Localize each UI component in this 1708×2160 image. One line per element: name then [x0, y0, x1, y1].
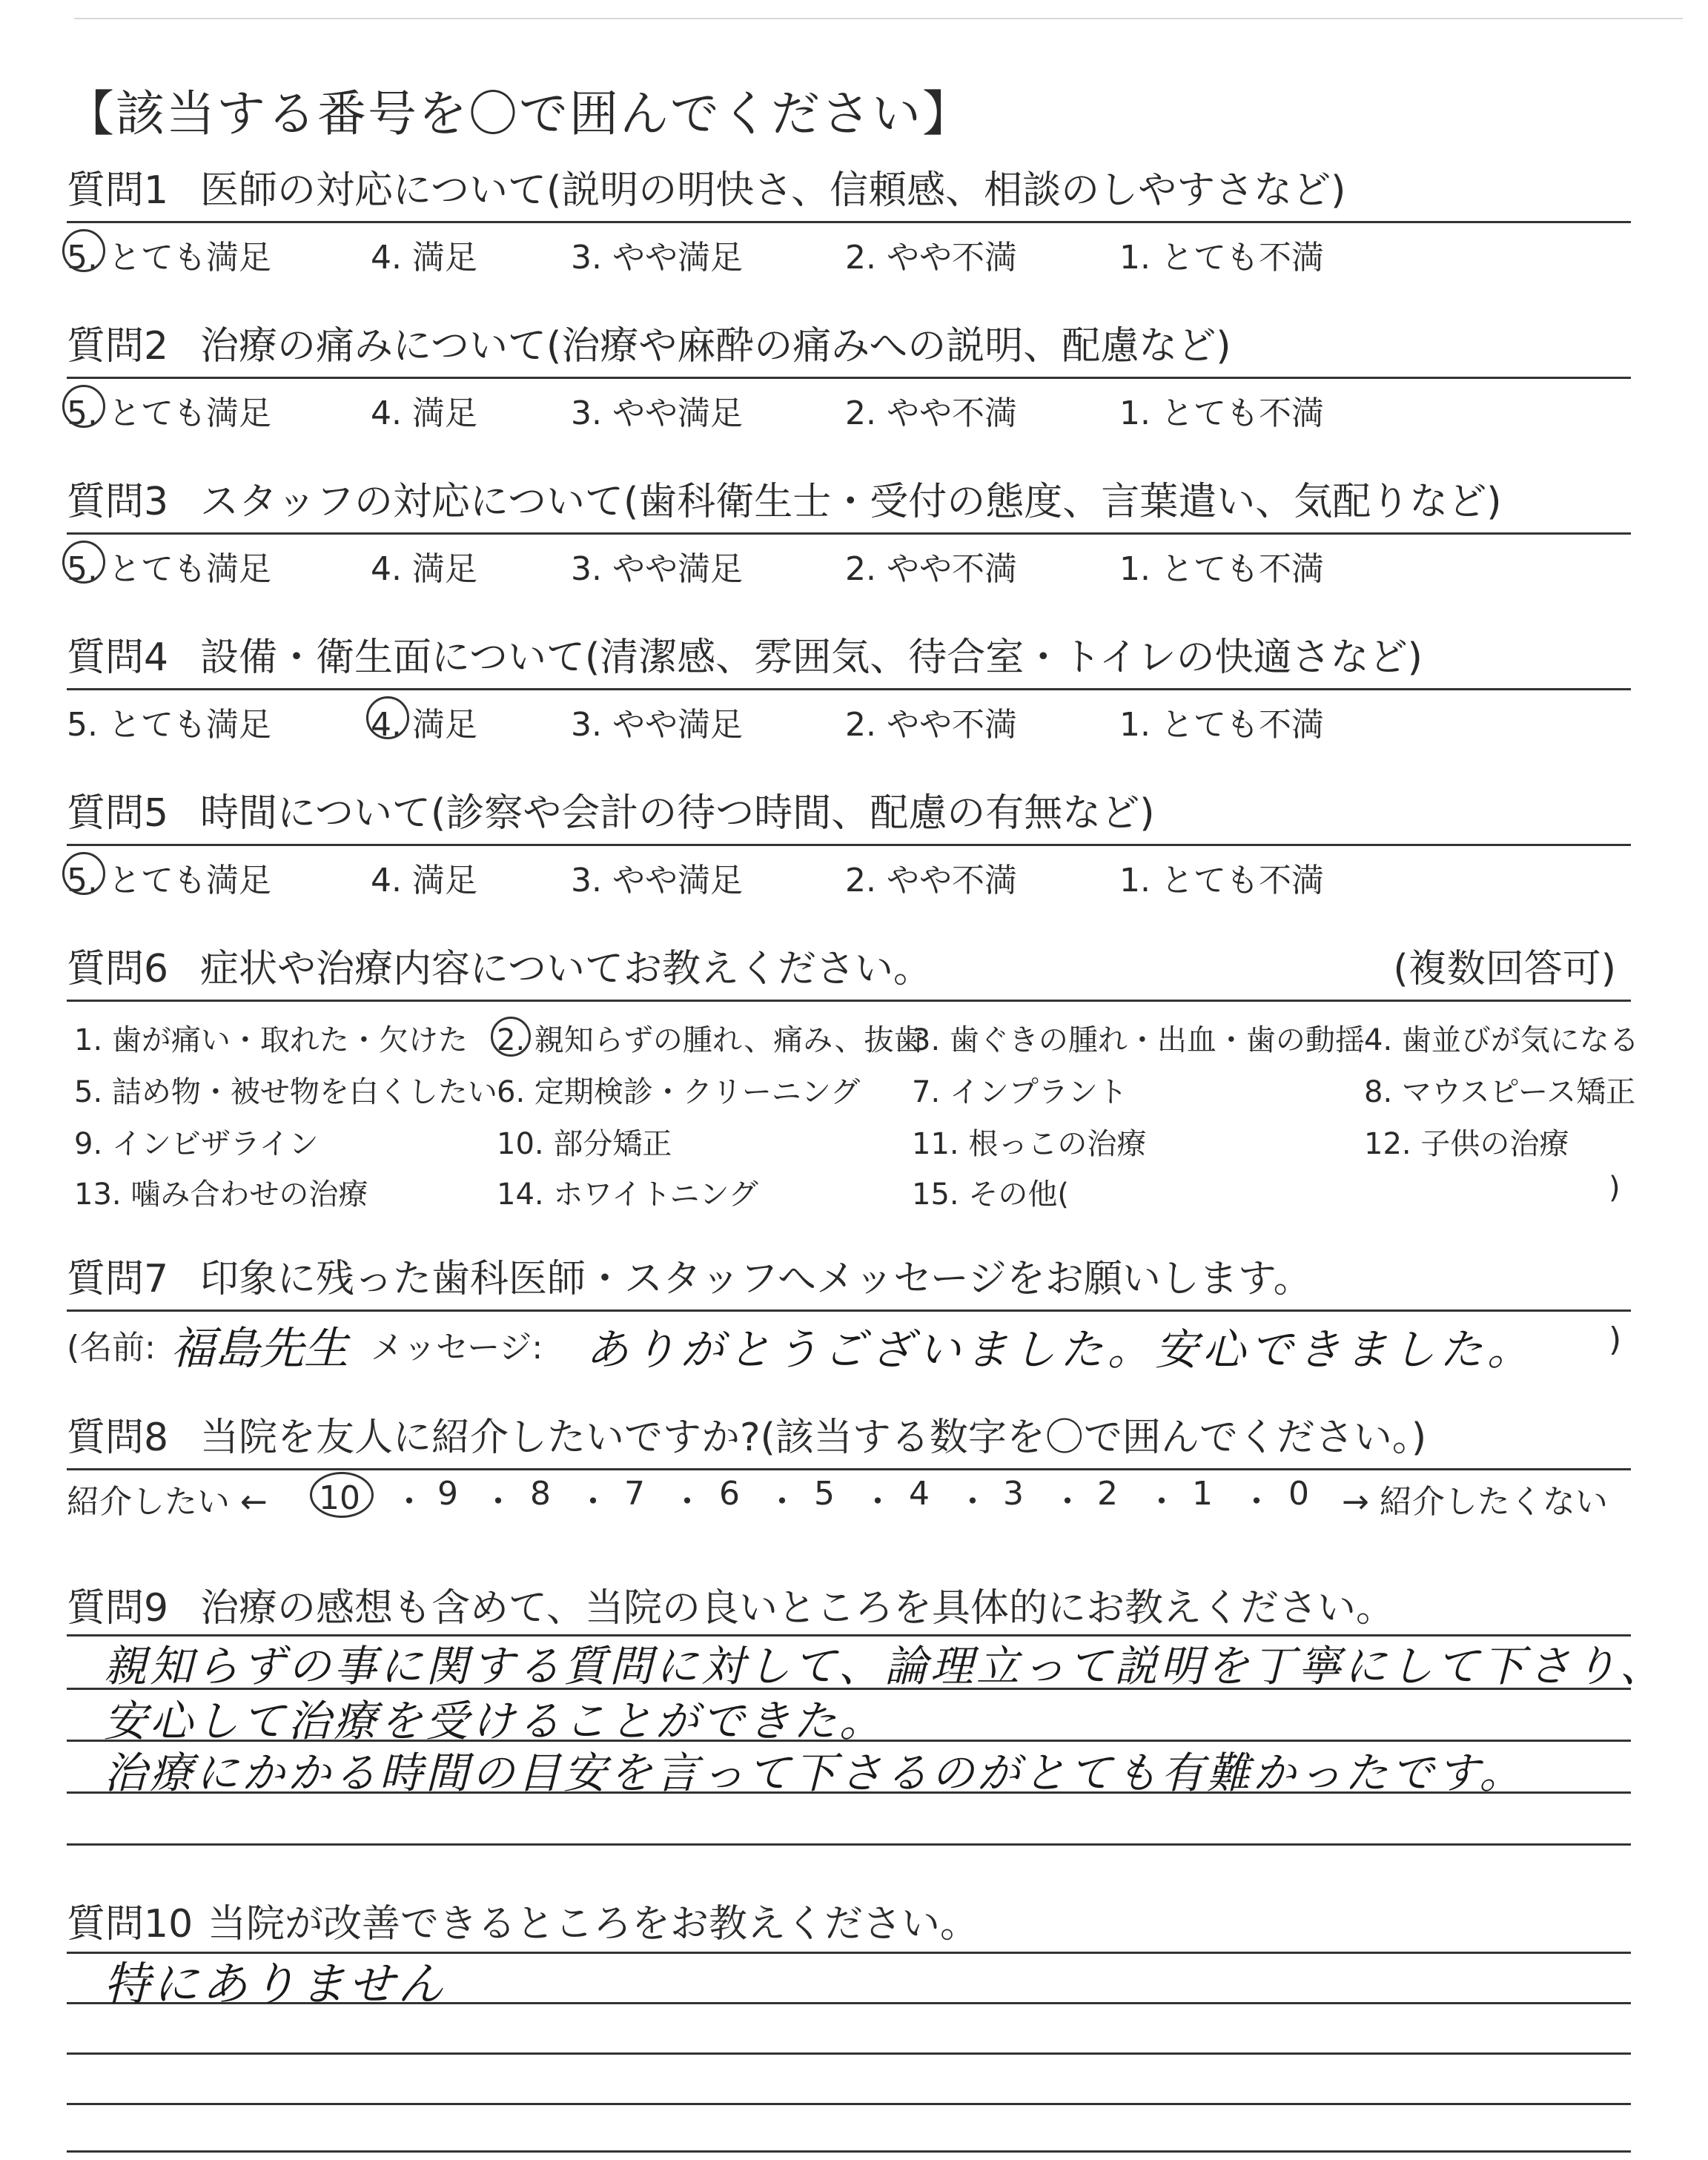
- symptom-option[interactable]: 7. インプラント: [912, 1075, 1128, 1109]
- option-4[interactable]: 4. 満足: [371, 862, 477, 899]
- option-4[interactable]: 4. 満足: [371, 394, 477, 432]
- option-4[interactable]: 4. 満足: [371, 698, 477, 745]
- message-close-paren: ): [1609, 1321, 1622, 1358]
- scale-dot: ・: [1051, 1483, 1084, 1521]
- scale-value[interactable]: 7: [624, 1475, 645, 1513]
- scale-dot: ・: [861, 1483, 894, 1521]
- question-text: 治療の感想も含めて、当院の良いところを具体的にお教えください。: [200, 1586, 1394, 1631]
- question-number: 質問8: [67, 1416, 169, 1460]
- option-3[interactable]: 3. やや満足: [571, 394, 743, 432]
- question-text: 時間について(診察や会計の待つ時間、配慮の有無など): [200, 791, 1155, 836]
- symptom-option[interactable]: 5. 詰め物・被せ物を白くしたい: [74, 1075, 497, 1109]
- symptom-option[interactable]: 10. 部分矯正: [497, 1127, 672, 1161]
- question-text: スタッフの対応について(歯科衛生士・受付の態度、言葉遣い、気配りなど): [200, 480, 1502, 524]
- question-text: 当院を友人に紹介したいですか?(該当する数字を〇で囲んでください。): [200, 1416, 1427, 1460]
- scale-value[interactable]: 8: [530, 1475, 551, 1513]
- scale-dot: ・: [577, 1483, 609, 1521]
- scale-value[interactable]: 3: [1003, 1475, 1024, 1513]
- rating-options: [67, 379, 1631, 431]
- option-3[interactable]: 3. やや満足: [571, 862, 743, 899]
- option-1[interactable]: 1. とても不満: [1119, 862, 1324, 899]
- answer-text-line: 治療にかかる時間の目安を言って下さるのがとても有難かったです。: [104, 1748, 1526, 1798]
- symptom-option[interactable]: 12. 子供の治療: [1364, 1127, 1569, 1161]
- q10-answer-area[interactable]: [67, 1952, 1631, 2152]
- rating-options: [67, 846, 1631, 898]
- scale-left-label: 紹介したい ←: [67, 1483, 268, 1521]
- option-1[interactable]: 1. とても不満: [1119, 550, 1324, 588]
- rating-options: [67, 535, 1631, 587]
- selected-circle: [62, 229, 105, 272]
- question-10: [67, 1898, 1631, 1950]
- question-text: 治療の痛みについて(治療や麻酔の痛みへの説明、配慮など): [200, 324, 1231, 369]
- question-number: 質問6: [67, 947, 169, 991]
- question-6: [67, 943, 1639, 1224]
- question-number: 質問3: [67, 480, 169, 524]
- selected-circle: [491, 1017, 531, 1057]
- symptom-option-other[interactable]: 15. その他(: [912, 1178, 1069, 1212]
- rating-options: [67, 223, 1631, 275]
- q9-answer-area[interactable]: [67, 1634, 1666, 1849]
- message-label: メッセージ:: [371, 1329, 543, 1367]
- multiple-answer-note: (複数回答可): [1393, 947, 1616, 991]
- question-7: [67, 1253, 1631, 1375]
- answer-text-line: 特にありません: [104, 1957, 447, 2011]
- option-2[interactable]: 2. やや不満: [845, 394, 1017, 432]
- option-1[interactable]: 1. とても不満: [1119, 239, 1324, 277]
- scale-right-label: → 紹介したくない: [1342, 1483, 1608, 1521]
- option-2[interactable]: 2. やや不満: [845, 862, 1017, 899]
- name-value[interactable]: 福島先生: [171, 1323, 348, 1375]
- question-text: 当院が改善できるところをお教えください。: [208, 1902, 979, 1946]
- page-title: 【該当する番号を〇で囲んでください】: [65, 85, 973, 142]
- question-number: 質問4: [67, 635, 169, 680]
- selected-circle: [62, 541, 105, 584]
- question-text: 症状や治療内容についてお教えください。: [200, 947, 932, 991]
- symptom-option[interactable]: 14. ホワイトニング: [497, 1178, 758, 1212]
- answer-line: [67, 2052, 1631, 2055]
- option-4[interactable]: 4. 満足: [371, 550, 477, 588]
- question-3: [67, 476, 1631, 587]
- question-5: [67, 787, 1631, 898]
- scale-dot: ・: [1240, 1483, 1273, 1521]
- question-text: 設備・衛生面について(清潔感、雰囲気、待合室・トイレの快適さなど): [200, 635, 1423, 680]
- rating-options: [67, 690, 1631, 742]
- scale-dot: ・: [956, 1483, 989, 1521]
- question-1: [67, 165, 1631, 275]
- option-4[interactable]: 4. 満足: [371, 239, 477, 277]
- message-value[interactable]: ありがとうございました。安心できました。: [586, 1324, 1535, 1375]
- symptom-option[interactable]: 11. 根っこの治療: [912, 1127, 1147, 1161]
- option-1[interactable]: 1. とても不満: [1119, 706, 1324, 744]
- answer-text-line: 親知らずの事に関する質問に対して、論理立って説明を丁寧にして下さり、: [104, 1641, 1666, 1691]
- scale-value[interactable]: 6: [719, 1475, 740, 1513]
- scale-dot: ・: [482, 1483, 514, 1521]
- recommend-scale: 紹介したい ← 10 ・ 9 ・ 8 ・ 7 ・ 6 ・ 5 ・ 4 ・ 3 ・ 2 ・ 1 ・ 0 → 紹介したくない: [67, 1470, 1631, 1522]
- scale-dot: ・: [1145, 1483, 1178, 1521]
- top-divider: [74, 18, 1683, 19]
- selected-circle: [62, 385, 105, 428]
- option-5[interactable]: 5. とても満足: [67, 386, 271, 434]
- scale-value[interactable]: 9: [437, 1475, 458, 1513]
- scale-value[interactable]: 4: [909, 1475, 930, 1513]
- symptom-options: [67, 1002, 1639, 1224]
- scale-dot: ・: [766, 1483, 798, 1521]
- option-5[interactable]: 5. とても満足: [67, 542, 271, 589]
- question-8: [67, 1412, 1631, 1522]
- message-row: [67, 1312, 1631, 1375]
- question-text: 医師の対応について(説明の明快さ、信頼感、相談のしやすさなど): [200, 168, 1346, 213]
- answer-line: [67, 2103, 1631, 2105]
- selected-circle: [366, 696, 409, 739]
- option-3[interactable]: 3. やや満足: [571, 239, 743, 277]
- option-5[interactable]: 5. とても満足: [67, 231, 271, 278]
- question-number: 質問5: [67, 791, 169, 836]
- symptom-option[interactable]: 13. 噛み合わせの治療: [74, 1178, 368, 1212]
- symptom-option-selected[interactable]: 2. 親知らずの腫れ、痛み、抜歯: [497, 1017, 924, 1059]
- scale-value[interactable]: 0: [1288, 1475, 1309, 1513]
- question-number: 質問9: [67, 1586, 169, 1631]
- option-2[interactable]: 2. やや不満: [845, 706, 1017, 744]
- answer-line: [67, 2150, 1631, 2153]
- answer-text-line: 安心して治療を受けることができた。: [104, 1696, 886, 1746]
- question-2: [67, 320, 1631, 431]
- question-text: 印象に残った歯科医師・スタッフへメッセージをお願いします。: [200, 1257, 1312, 1301]
- option-3[interactable]: 3. やや満足: [571, 706, 743, 744]
- scale-value[interactable]: 5: [814, 1475, 835, 1513]
- selected-circle: [62, 852, 105, 895]
- answer-line: [67, 1843, 1631, 1846]
- symptom-option[interactable]: 1. 歯が痛い・取れた・欠けた: [74, 1023, 468, 1057]
- question-number: 質問2: [67, 324, 169, 369]
- question-number: 質問1: [67, 168, 169, 213]
- scale-dot: ・: [671, 1483, 704, 1521]
- scale-value[interactable]: 2: [1097, 1475, 1118, 1513]
- option-5[interactable]: 5. とても満足: [67, 706, 271, 744]
- scale-value[interactable]: 1: [1192, 1475, 1213, 1513]
- option-5[interactable]: 5. とても満足: [67, 853, 271, 901]
- other-close-paren: ): [1609, 1171, 1621, 1205]
- symptom-option[interactable]: 4. 歯並びが気になる: [1364, 1023, 1639, 1057]
- symptom-option[interactable]: 3. 歯ぐきの腫れ・出血・歯の動揺: [912, 1023, 1365, 1057]
- scale-dot: ・: [393, 1483, 426, 1521]
- question-9: [67, 1582, 1631, 1634]
- name-label: (名前:: [67, 1329, 156, 1367]
- question-4: [67, 632, 1631, 742]
- question-number: 質問7: [67, 1257, 169, 1301]
- option-2[interactable]: 2. やや不満: [845, 550, 1017, 588]
- symptom-option[interactable]: 8. マウスピース矯正: [1364, 1075, 1636, 1109]
- symptom-option[interactable]: 6. 定期検診・クリーニング: [497, 1075, 861, 1109]
- symptom-option[interactable]: 9. インビザライン: [74, 1127, 319, 1161]
- option-3[interactable]: 3. やや満足: [571, 550, 743, 588]
- option-2[interactable]: 2. やや不満: [845, 239, 1017, 277]
- question-number: 質問10: [67, 1902, 193, 1946]
- option-1[interactable]: 1. とても不満: [1119, 394, 1324, 432]
